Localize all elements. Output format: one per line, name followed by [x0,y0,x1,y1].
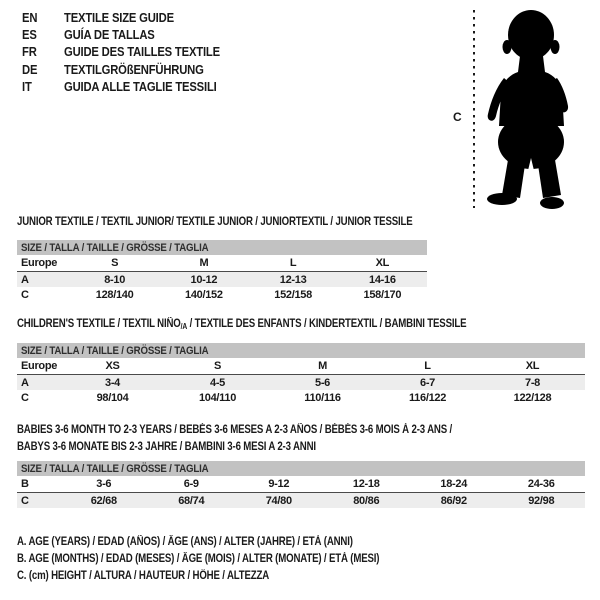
legend-note-a: A. AGE (YEARS) / EDAD (AÑOS) / ÂGE (ANS) / ALTER (JAHRE) / ETÀ (ANNI) [17,536,353,548]
table-row-age-months [17,476,585,493]
size-header-bar [17,461,585,476]
left-foot-shape [487,193,517,205]
height-cell: 92/98 [528,494,555,507]
legend-note-b: B. AGE (MONTHS) / EDAD (MESES) / ÂGE (MOIS) / ALTER (MONATE) / ETÀ (MESI) [17,553,380,566]
language-title-list [22,9,237,96]
size-cell: L [424,360,431,372]
height-cell: 80/86 [353,494,380,507]
size-header-bar [17,240,427,255]
babies-size-table [17,461,585,508]
table-row-europe [17,358,585,375]
height-cell: 158/170 [363,288,402,301]
table-row-height [17,287,427,302]
row-label: B [21,478,29,490]
row-label: Europe [21,360,58,372]
age-cell: 24-36 [527,478,555,490]
language-code: IT [22,80,32,95]
height-cell: 68/74 [178,494,205,507]
table-row-europe [17,255,427,272]
size-header-bar [17,343,585,358]
height-cell: 98/104 [96,391,129,404]
size-header-label: SIZE / TALLA / TAILLE / GRÖSSE / TAGLIA [21,462,209,475]
head-shape [508,10,554,60]
children-size-table [17,343,585,405]
language-code: FR [22,45,37,60]
size-cell: L [289,257,297,269]
language-row-fr [22,44,237,61]
right-leg-shape [537,154,561,198]
height-cell: 104/110 [198,391,237,404]
left-leg-shape [502,154,526,198]
age-cell: 14-16 [369,273,396,286]
junior-section-title: JUNIOR TEXTILE / TEXTIL JUNIOR/ TEXTILE JUNIOR / JUNIORTEXTIL / JUNIOR TESSILE [17,216,413,228]
babies-section-title-line2: BABYS 3-6 MONATE BIS 2-3 JAHRE / BAMBINI 3-6 MESI A 2-3 ANNI [17,441,316,453]
guide-title-en: TEXTILE SIZE GUIDE [64,10,174,25]
row-label: A [21,273,29,286]
language-row-es [22,26,237,43]
row-label: C [21,288,29,301]
size-cell: M [318,360,327,372]
height-cell: 74/80 [265,494,292,507]
children-title-main: CHILDREN'S TEXTILE / TEXTIL NIÑO [17,318,181,330]
table-row-age [17,272,427,287]
height-cell: 110/116 [304,391,341,404]
height-cell: 152/158 [274,288,312,301]
table-row-height [17,390,585,405]
legend-notes [17,536,448,588]
age-cell: 18-24 [440,478,468,490]
guide-title-fr: GUIDE DES TAILLES TEXTILE [64,45,220,60]
size-header-label: SIZE / TALLA / TAILLE / GRÖSSE / TAGLIA [21,344,209,357]
height-cell: 86/92 [440,494,467,507]
age-cell: 6-7 [420,376,435,389]
size-cell: S [111,257,119,269]
age-cell: 5-6 [315,376,330,389]
height-cell: 128/140 [95,288,134,301]
height-cell: 140/152 [185,288,223,301]
age-cell: 6-9 [183,478,199,490]
junior-size-table [17,240,427,302]
size-cell: XL [525,360,540,372]
height-cell: 122/128 [513,391,552,404]
size-cell: XL [375,257,390,269]
height-label: C [453,110,462,124]
age-cell: 4-5 [210,376,225,389]
height-cell: 116/122 [408,391,447,404]
language-code: EN [22,10,38,25]
children-title-subscript: /A [180,322,188,331]
age-cell: 3-6 [96,478,112,490]
children-title-rest: / TEXTILE DES ENFANTS / KINDERTEXTIL / BAMBINI TESSILE [187,318,467,330]
language-row-en [22,9,237,26]
age-cell: 10-12 [190,273,218,286]
row-label: A [21,376,29,389]
size-cell: XS [105,360,120,372]
age-cell: 12-13 [279,273,307,286]
language-row-de [22,61,237,78]
left-ear-shape [503,40,512,54]
size-header-label: SIZE / TALLA / TAILLE / GRÖSSE / TAGLIA [21,241,209,254]
size-cell: M [199,257,209,269]
baby-figure [450,2,596,214]
row-label: Europe [21,257,58,269]
age-cell: 9-12 [268,478,290,490]
age-cell: 7-8 [525,376,540,389]
language-code: DE [22,62,38,77]
right-ear-shape [551,40,560,54]
age-cell: 12-18 [352,478,380,490]
babies-section-title-line1: BABIES 3-6 MONTH TO 2-3 YEARS / BEBÉS 3-6 MESES A 2-3 AÑOS / BÉBÉS 3-6 MOIS À 2-3 ANS / [17,424,453,436]
age-cell: 3-4 [105,376,120,389]
table-row-age [17,375,585,390]
row-label: C [21,494,29,507]
guide-title-it: GUIDA ALLE TAGLIE TESSILI [64,80,217,95]
right-foot-shape [540,197,564,209]
row-label: C [21,391,29,404]
children-section-title [17,318,466,331]
guide-title-de: TEXTILGRÖßENFÜHRUNG [64,62,204,77]
baby-silhouette-svg [450,2,596,214]
size-cell: S [213,360,222,372]
legend-note-c: C. (cm) HEIGHT / ALTURA / HAUTEUR / HÖHE / ALTEZZA [17,570,270,583]
baby-silhouette [487,10,568,209]
guide-title-es: GUÍA DE TALLAS [64,28,155,43]
language-row-it [22,79,237,96]
table-row-height [17,493,585,508]
language-code: ES [22,28,37,43]
age-cell: 8-10 [104,273,126,286]
height-cell: 62/68 [90,494,117,507]
